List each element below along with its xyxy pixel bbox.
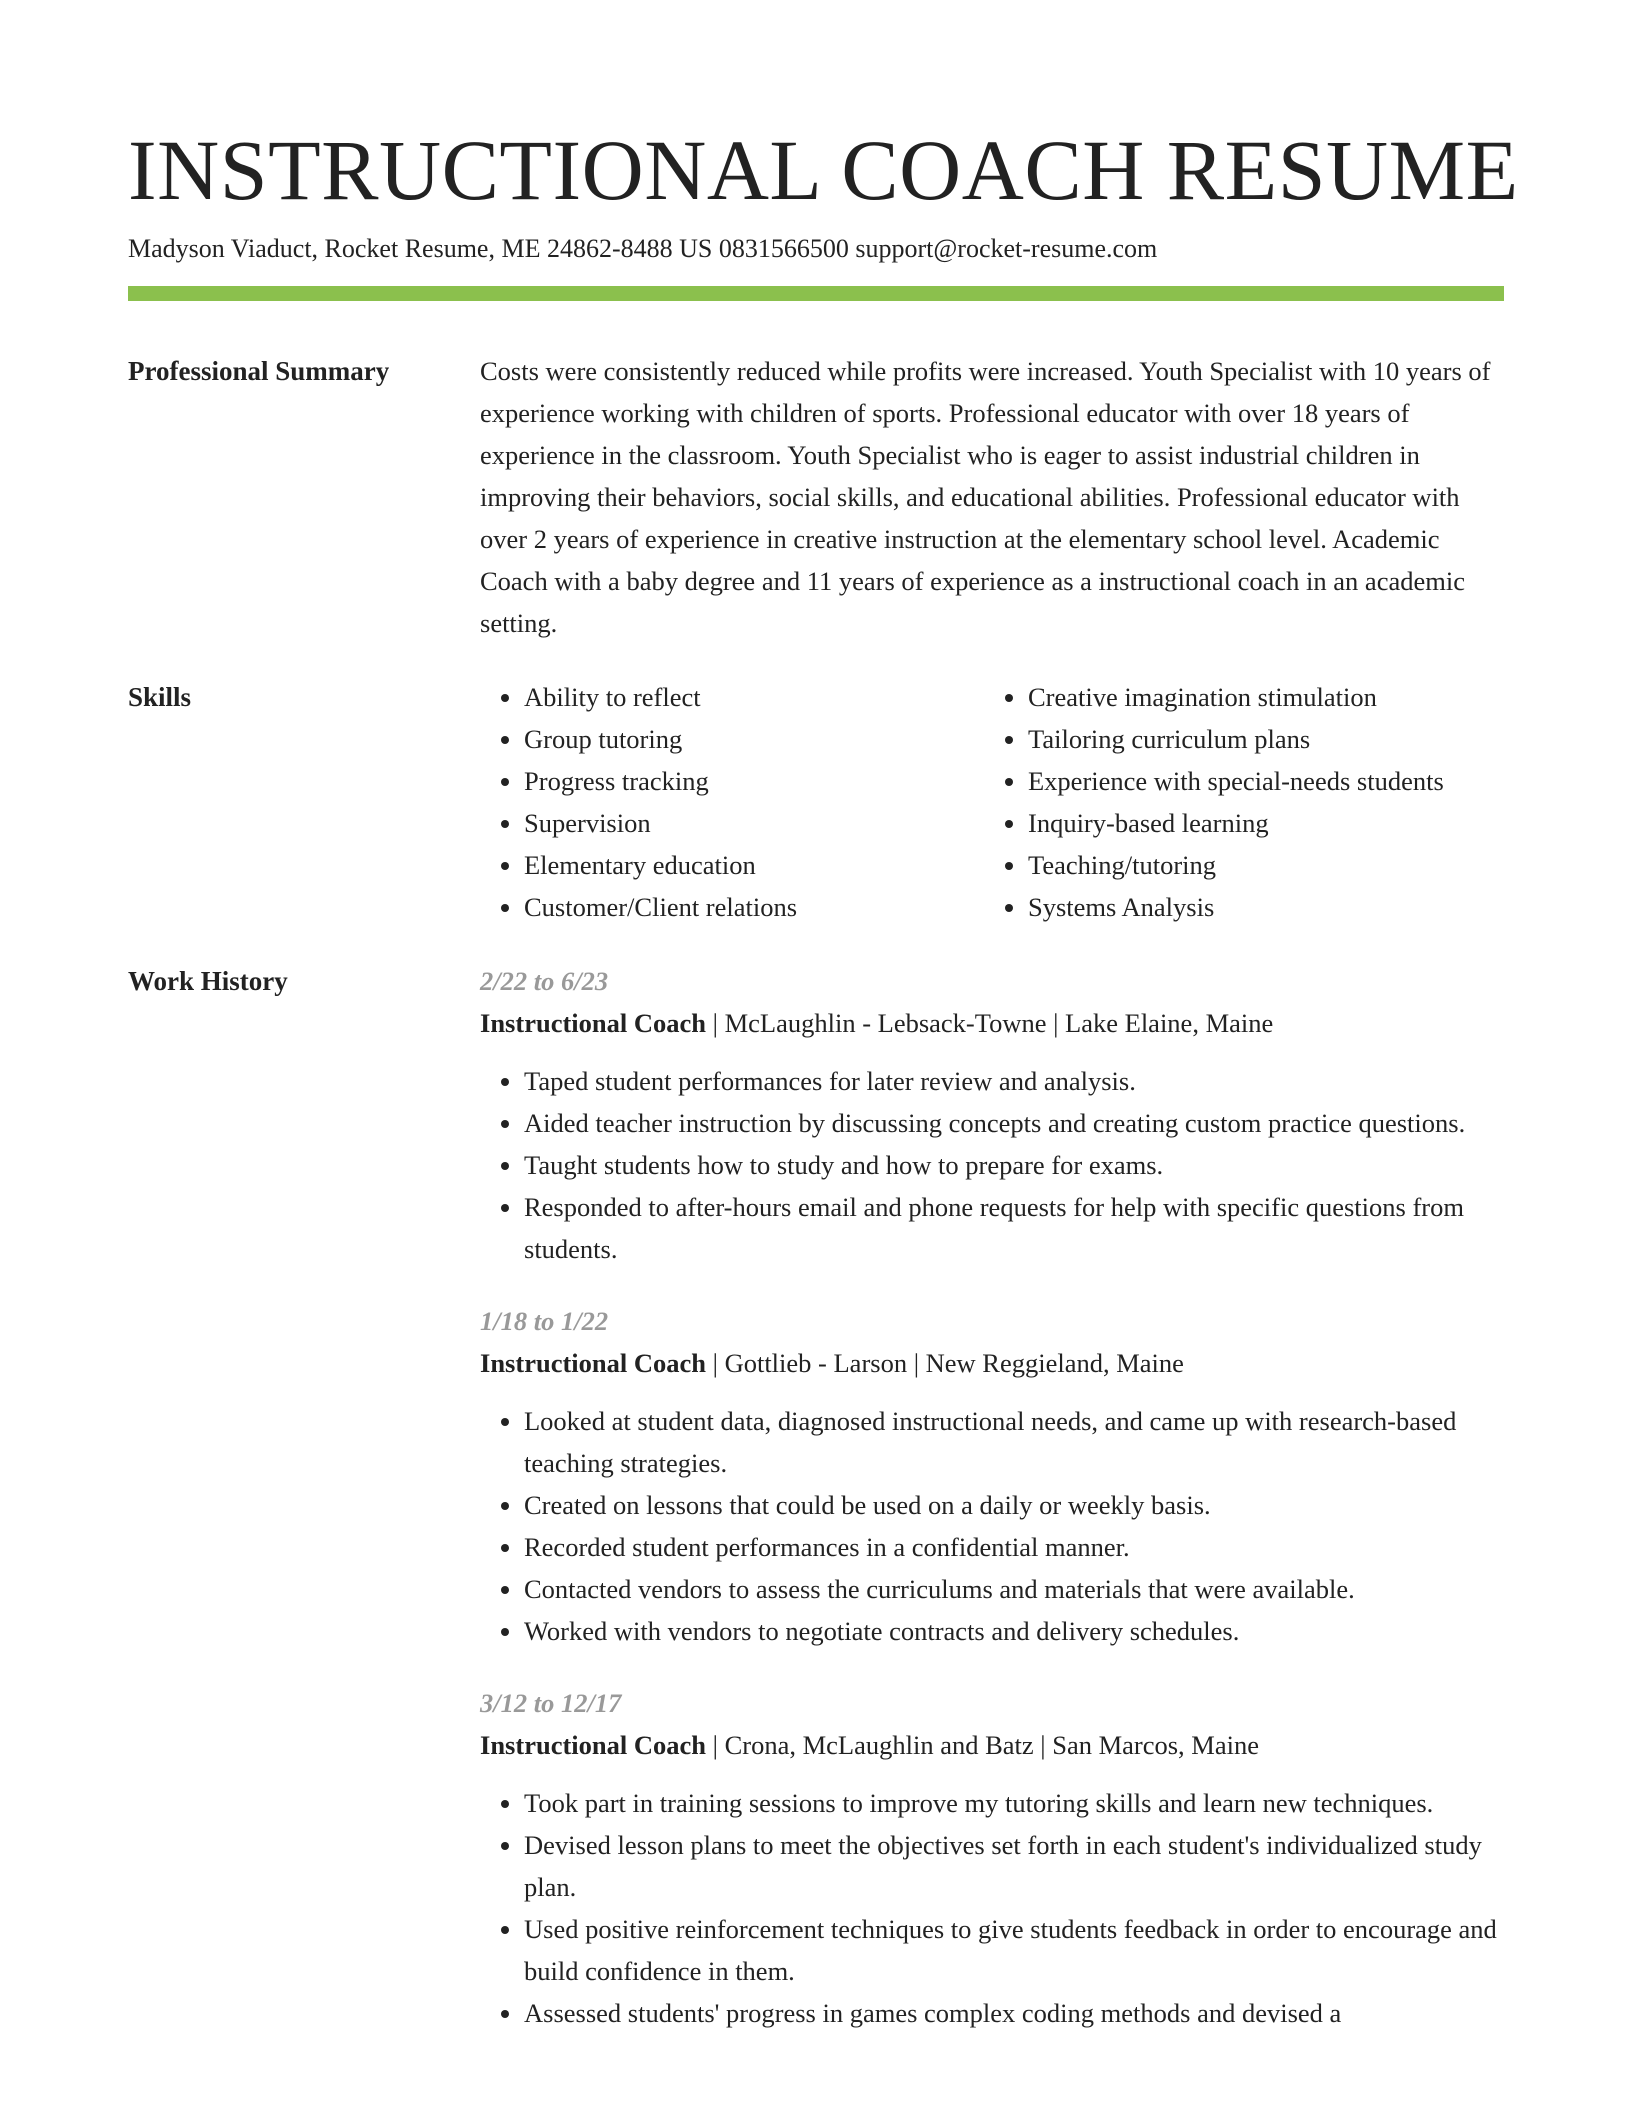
skill-item: • Customer/Client relations — [524, 886, 984, 928]
duty-item: • Worked with vendors to negotiate contracts and delivery schedules. — [524, 1610, 1504, 1652]
job-employer-location: | Gottlieb - Larson | New Reggieland, Maine — [706, 1348, 1184, 1378]
summary-body — [480, 350, 1504, 644]
duty-item: • Contacted vendors to assess the curriculums and materials that were available. — [524, 1568, 1504, 1610]
job-title: Instructional Coach — [480, 1008, 707, 1038]
job-duties — [480, 1060, 1504, 1270]
skill-item: • Ability to reflect — [524, 676, 984, 718]
summary-heading: Professional Summary — [128, 356, 390, 386]
skills-body — [480, 676, 1504, 928]
job-dates: 3/12 to 12/17 — [480, 1688, 622, 1718]
job-heading — [480, 1724, 1504, 1766]
duty-item: • Looked at student data, diagnosed instructional needs, and came up with research-based teaching strategies. — [524, 1400, 1504, 1484]
duty-item: • Created on lessons that could be used on a daily or weekly basis. — [524, 1484, 1504, 1526]
skill-item: • Systems Analysis — [1028, 886, 1488, 928]
skill-item: • Inquiry-based learning — [1028, 802, 1488, 844]
skill-item: • Progress tracking — [524, 760, 984, 802]
job-dates: 1/18 to 1/22 — [480, 1306, 609, 1336]
header-divider — [128, 286, 1504, 301]
job-duties — [480, 1782, 1504, 2034]
duty-item: • Responded to after-hours email and phone requests for help with specific questions from students. — [524, 1186, 1504, 1270]
duty-item: • Assessed students' progress in games complex coding methods and devised a — [524, 1992, 1504, 2034]
duty-item: • Aided teacher instruction by discussing concepts and creating custom practice questions. — [524, 1102, 1504, 1144]
duty-item: • Devised lesson plans to meet the objectives set forth in each student's individualized study plan. — [524, 1824, 1504, 1908]
resume-title: INSTRUCTIONAL COACH RESUME — [128, 122, 1519, 218]
skill-item: • Supervision — [524, 802, 984, 844]
work-history-body — [480, 960, 1504, 2064]
job-entry — [480, 1300, 1504, 1652]
job-title: Instructional Coach — [480, 1348, 707, 1378]
duty-item: • Taped student performances for later review and analysis. — [524, 1060, 1504, 1102]
job-employer-location: | McLaughlin - Lebsack-Towne | Lake Elaine, Maine — [706, 1008, 1274, 1038]
job-heading — [480, 1342, 1504, 1384]
skills-heading: Skills — [128, 682, 192, 712]
skill-item: • Tailoring curriculum plans — [1028, 718, 1488, 760]
skill-item: • Experience with special-needs students — [1028, 760, 1488, 802]
duty-item: • Took part in training sessions to improve my tutoring skills and learn new techniques. — [524, 1782, 1504, 1824]
job-title: Instructional Coach — [480, 1730, 707, 1760]
job-dates: 2/22 to 6/23 — [480, 966, 609, 996]
duty-item: • Taught students how to study and how to prepare for exams. — [524, 1144, 1504, 1186]
job-entry — [480, 1682, 1504, 2034]
job-heading — [480, 1002, 1504, 1044]
skill-item: • Group tutoring — [524, 718, 984, 760]
work-history-heading: Work History — [128, 966, 288, 996]
skills-list-right — [984, 676, 1488, 928]
job-duties — [480, 1400, 1504, 1652]
job-entry — [480, 960, 1504, 1270]
summary-text: Costs were consistently reduced while profits were increased. Youth Specialist with 10 years of experience working with children of sports. Professional educator with over 18 years of experience in the classroom. Youth Specialist who is eager to assist industrial children in improving their behaviors, social skills, and educational abilities. Professional educator with over 2 years of experience in creative instruction at the elementary school level. Academic Coach with a baby degree and 11 years of experience as a instructional coach in an academic setting. — [480, 356, 1491, 638]
skills-columns — [480, 676, 1504, 928]
skills-list-left — [480, 676, 984, 928]
skill-item: • Creative imagination stimulation — [1028, 676, 1488, 718]
duty-item: • Recorded student performances in a confidential manner. — [524, 1526, 1504, 1568]
job-employer-location: | Crona, McLaughlin and Batz | San Marcos, Maine — [706, 1730, 1260, 1760]
duty-item: • Used positive reinforcement techniques to give students feedback in order to encourage and build confidence in them. — [524, 1908, 1504, 1992]
skill-item: • Elementary education — [524, 844, 984, 886]
contact-info: Madyson Viaduct, Rocket Resume, ME 24862-8488 US 0831566500 support@rocket-resume.com — [128, 234, 1158, 263]
skill-item: • Teaching/tutoring — [1028, 844, 1488, 886]
